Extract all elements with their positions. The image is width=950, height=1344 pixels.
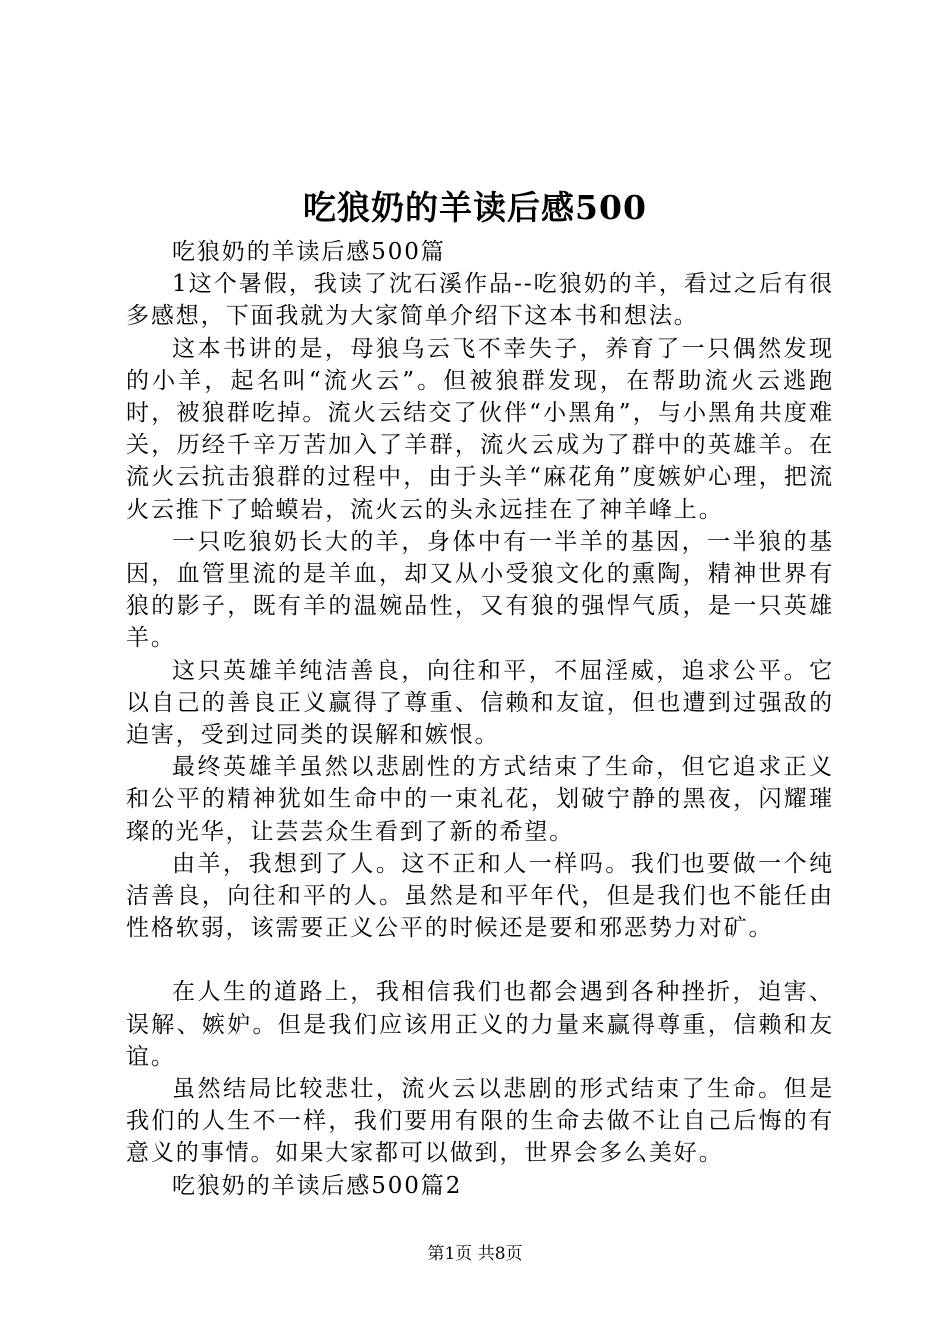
paragraph: 虽然结局比较悲壮，流火云以悲剧的形式结束了生命。但是我们的人生不一样，我们要用有限的生命去做不让自己后悔的有意义的事情。如果大家都可以做到，世界会多么美好。 <box>126 1076 834 1167</box>
paragraph: 由羊，我想到了人。这不正和人一样吗。我们也要做一个纯洁善良，向往和平的人。虽然是和平年代，但是我们也不能任由性格软弱，该需要正义公平的时候还是要和邪恶势力对矿。 <box>126 850 834 942</box>
paragraph-section-heading-1: 吃狼奶的羊读后感500篇 <box>172 239 446 265</box>
paragraph-section-heading-2: 吃狼奶的羊读后感500篇2 <box>172 1172 463 1199</box>
paragraph: 在人生的道路上，我相信我们也都会遇到各种挫折，迫害、误解、嫉妒。但是我们应该用正义的力量来赢得尊重，信赖和友谊。 <box>126 979 834 1070</box>
paragraph: 一只吃狼奶长大的羊，身体中有一半羊的基因，一半狼的基因，血管里流的是羊血，却又从小受狼文化的熏陶，精神世界有狼的影子，既有羊的温婉品性，又有狼的强悍气质，是一只英雄羊。 <box>126 528 834 652</box>
document-body <box>126 236 834 1202</box>
paragraph: 这本书讲的是，母狼乌云飞不幸失子，养育了一只偶然发现的小羊，起名叫“流火云”。但被狼群发现，在帮助流火云逃跑时，被狼群吃掉。流火云结交了伙伴“小黑角”，与小黑角共度难关，历经千辛万苦加入了羊群，流火云成为了群中的英雄羊。在流火云抗击狼群的过程中，由于头羊“麻花角”度嫉妒心理，把流火云推下了蛤蟆岩，流火云的头永远挂在了神羊峰上。 <box>126 335 834 523</box>
document-title: 吃狼奶的羊读后感500 <box>303 188 647 227</box>
paragraph: 最终英雄羊虽然以悲剧性的方式结束了生命，但它追求正义和公平的精神犹如生命中的一束礼花，划破宁静的黑夜，闪耀璀璨的光华，让芸芸众生看到了新的希望。 <box>126 754 834 845</box>
page-footer-indicator: 第1页 共8页 <box>427 1244 523 1264</box>
paragraph: 1这个暑假，我读了沈石溪作品--吃狼奶的羊，看过之后有很多感想，下面我就为大家简单介绍下这本书和想法。 <box>126 271 834 330</box>
paragraph: 这只英雄羊纯洁善良，向往和平，不屈淫威，追求公平。它以自己的善良正义赢得了尊重、信赖和友谊，但也遭到过强敌的迫害，受到过同类的误解和嫉恨。 <box>126 657 834 749</box>
